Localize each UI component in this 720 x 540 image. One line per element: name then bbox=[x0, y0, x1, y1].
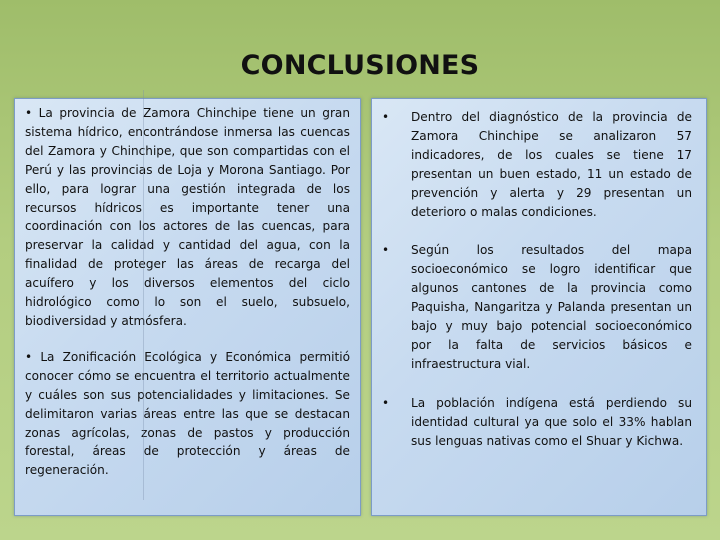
right-bullet-item-3 bbox=[382, 394, 692, 451]
right-bullet-text-2: Según los resultados del mapa socioeconómico se logro identificar que algunos cantones de la provincia como Paquisha, Nangaritza y Palanda presentan un bajo y muy bajo potencial socioeconómico por la falta de servicios básicos e infraestructura vial. bbox=[411, 243, 692, 371]
right-bullet-text-1: Dentro del diagnóstico de la provincia de Zamora Chinchipe se analizaron 57 indicadores, de los cuales se tiene 17 presentan un buen estado, 11 un estado de prevención y alerta y 29 presentan un deterioro o malas condiciones. bbox=[411, 110, 692, 219]
right-bullet-text-3: La población indígena está perdiendo su identidad cultural ya que solo el 33% hablan sus lenguas nativas como el Shuar y Kichwa. bbox=[411, 395, 692, 448]
right-bullet-item-1 bbox=[382, 108, 692, 221]
left-paragraph-2: • La Zonificación Ecológica y Económica permitió conocer cómo se encuentra el territorio actualmente y cuáles son sus potencialidades y limitaciones. Se delimitaron varias áreas entre las que se destacan zonas agrícolas, zonas de pastos y producción forestal, áreas de protección y áreas de regeneración. bbox=[25, 349, 350, 478]
right-text-panel bbox=[371, 98, 707, 516]
bullet-icon: • bbox=[382, 395, 390, 410]
left-paragraph-1: • La provincia de Zamora Chinchipe tiene un gran sistema hídrico, encontrándose inmersa las cuencas del Zamora y Chinchipe, que son compartidas con el Perú y las provincias de Loja y Morona Santiago. Por ello, para lograr una gestión integrada de los recursos hídricos es importante tener una coordinación con los actores de las cuencas, para preservar la calidad y cantidad del agua, con la finalidad de proteger las áreas de recarga del acuífero y los diversos elementos del ciclo hidrológico como lo son el suelo, subsuelo, biodiversidad y atmósfera. bbox=[25, 106, 350, 328]
slide-title: CONCLUSIONES bbox=[240, 50, 480, 81]
bullet-icon: • bbox=[382, 110, 390, 124]
right-bullet-item-2 bbox=[382, 241, 692, 373]
left-text-panel bbox=[14, 98, 361, 516]
guide-line bbox=[143, 90, 144, 500]
bullet-icon: • bbox=[382, 243, 390, 258]
